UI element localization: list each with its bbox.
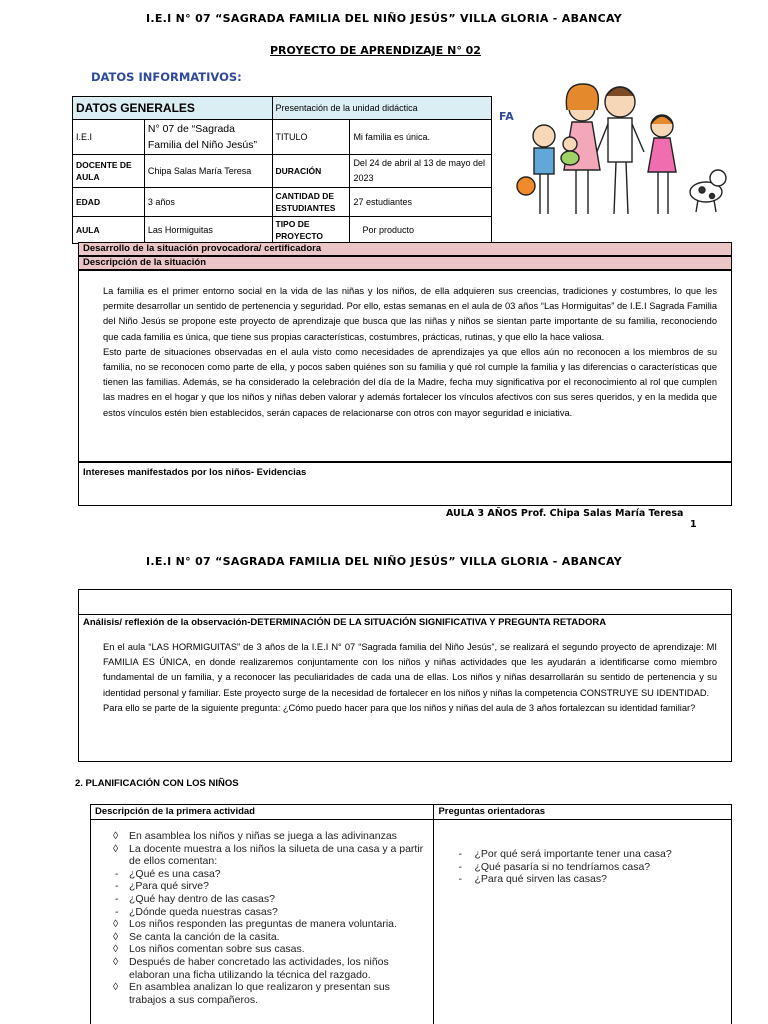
activity-item-text: En asamblea los niños y niñas se juega a las adivinanzas bbox=[129, 830, 397, 842]
activity-item bbox=[91, 906, 433, 919]
row-label: TITULO bbox=[272, 120, 350, 155]
school-title-page-2: I.E.I N° 07 “SAGRADA FAMILIA DEL NIÑO JESÚS” VILLA GLORIA - ABANCAY bbox=[145, 555, 623, 568]
family-illustration bbox=[512, 74, 736, 234]
questions-list bbox=[434, 830, 731, 886]
table-row bbox=[73, 155, 492, 188]
page-number: 1 bbox=[690, 519, 697, 530]
dash-bullet: - bbox=[458, 873, 462, 886]
intereses-box bbox=[78, 462, 732, 506]
datos-generales-table bbox=[72, 96, 492, 244]
row-value: Mi familia es única. bbox=[350, 120, 492, 155]
column-header-preguntas: Preguntas orientadoras bbox=[434, 805, 732, 820]
planificacion-table bbox=[90, 804, 732, 1024]
table-row bbox=[73, 97, 492, 120]
descripcion-box bbox=[78, 270, 732, 462]
datos-generales-subtitle: Presentación de la unidad didáctica bbox=[272, 97, 492, 120]
row-value: Del 24 de abril al 13 de mayo del 2023 bbox=[350, 155, 492, 188]
table-row bbox=[73, 120, 492, 155]
activity-item-text: ¿Para qué sirve? bbox=[129, 880, 209, 893]
fa-fragment-text: FA bbox=[499, 110, 514, 123]
activities-cell bbox=[91, 820, 434, 1024]
table-row bbox=[73, 188, 492, 217]
activity-item-text: Se canta la canción de la casita. bbox=[129, 930, 280, 943]
datos-generales-title: DATOS GENERALES bbox=[73, 97, 273, 120]
dash-bullet: - bbox=[115, 892, 119, 905]
table-header-row bbox=[91, 805, 732, 820]
activity-item bbox=[91, 830, 433, 843]
diamond-bullet-icon: ◊ bbox=[113, 842, 119, 855]
row-label: DOCENTE DE AULA bbox=[73, 155, 145, 188]
project-title: PROYECTO DE APRENDIZAJE N° 02 bbox=[270, 44, 481, 57]
row-label: AULA bbox=[73, 217, 145, 244]
activity-item bbox=[91, 981, 433, 1006]
question-item-text: ¿Para qué sirven las casas? bbox=[474, 873, 607, 886]
activity-item bbox=[91, 918, 433, 931]
analisis-box bbox=[78, 614, 732, 762]
activity-item-text: ¿Qué hay dentro de las casas? bbox=[129, 892, 275, 905]
activity-item bbox=[91, 880, 433, 893]
diamond-bullet-icon: ◊ bbox=[113, 930, 119, 943]
question-item bbox=[434, 848, 731, 861]
activity-item-text: Los niños comentan sobre sus casas. bbox=[129, 943, 305, 956]
row-label: TIPO DE PROYECTO bbox=[272, 217, 350, 244]
row-label: EDAD bbox=[73, 188, 145, 217]
page-footer: AULA 3 AÑOS Prof. Chipa Salas María Teresa bbox=[446, 508, 684, 519]
question-item-text: ¿Por qué será importante tener una casa? bbox=[474, 848, 672, 860]
column-header-actividad: Descripción de la primera actividad bbox=[91, 805, 434, 820]
empty-box bbox=[78, 589, 732, 615]
dash-bullet: - bbox=[115, 905, 119, 918]
activity-item-text: ¿Dónde queda nuestras casas? bbox=[129, 905, 278, 918]
diamond-bullet-icon: ◊ bbox=[113, 830, 119, 842]
analisis-title: Análisis/ reflexión de la observación-DETERMINACIÓN DE LA SITUACIÓN SIGNIFICATIVA Y PREGUNTA RETADORA bbox=[83, 617, 607, 628]
activity-item bbox=[91, 893, 433, 906]
diamond-bullet-icon: ◊ bbox=[113, 918, 119, 931]
descripcion-paragraph-1: La familia es el primer entorno social en la vida de las niñas y los niños, de ella adquieren sus creencias, tradiciones y costumbres, lo que les permite desarrollar un sentido de pertenencia y seguridad. Por ello, estas semanas en el aula de 03 años “Las Hormiguitas” de I.E.I Sagrada Familia del Niño Jesús se propone este proyecto de aprendizaje que busca que las niñas y niños se sientan parte importante de su familia, reconociendo que cada familia es única, que tiene sus propias características, costumbres, prácticas, rutinas, y que ello la hace valiosa. bbox=[103, 286, 717, 342]
question-item-text: ¿Qué pasaría si no tendríamos casa? bbox=[474, 860, 651, 873]
table-row bbox=[91, 820, 732, 1024]
school-title: I.E.I N° 07 “SAGRADA FAMILIA DEL NIÑO JESÚS” VILLA GLORIA - ABANCAY bbox=[145, 12, 623, 25]
row-value: 3 años bbox=[144, 188, 272, 217]
dash-bullet: - bbox=[458, 848, 462, 860]
datos-informativos-heading: DATOS INFORMATIVOS: bbox=[91, 70, 242, 84]
dash-bullet: - bbox=[115, 880, 119, 893]
activity-item-text: ¿Qué es una casa? bbox=[129, 867, 221, 880]
activities-list bbox=[91, 830, 433, 1006]
analisis-paragraph-1: En el aula “LAS HORMIGUITAS” de 3 años de la I.E.I N° 07 “Sagrada familia del Niño Jesús”, se realizará el segundo proyecto de aprendizaje: MI FAMILIA ES ÚNICA, en donde realizaremos conjuntamente con los niños y niñas actividades que les ayudarán a identificarse como miembro fundamental de un familia, y a reconocer las peculiaridades de cada una de ellas. Los niños y niñas desarrollarán su sentido de pertenencia y su identidad personal y familiar. Este proyecto surge de la necesidad de fortalecer en los niños y niñas la competencia CONSTRUYE SU IDENTIDAD. bbox=[103, 642, 717, 698]
row-value: Las Hormiguitas bbox=[144, 217, 272, 244]
row-label: CANTIDAD DE ESTUDIANTES bbox=[272, 188, 350, 217]
row-label: DURACIÓN bbox=[272, 155, 350, 188]
row-value: 27 estudiantes bbox=[350, 188, 492, 217]
intereses-label: Intereses manifestados por los niños- Evidencias bbox=[83, 467, 307, 478]
activity-item-text: En asamblea analizan lo que realizaron y presentan sus trabajos a sus compañeros. bbox=[129, 981, 390, 1006]
diamond-bullet-icon: ◊ bbox=[113, 943, 119, 956]
activity-item-text: Los niños responden las preguntas de manera voluntaria. bbox=[129, 918, 397, 931]
question-item bbox=[434, 861, 731, 874]
planificacion-heading: 2. PLANIFICACIÓN CON LOS NIÑOS bbox=[75, 778, 239, 789]
analisis-paragraph-2: Para ello se parte de la siguiente pregunta: ¿Cómo puedo hacer para que los niños y niñas del aula de 3 años fortalezcan su identidad familiar? bbox=[103, 702, 696, 713]
activity-item bbox=[91, 843, 433, 868]
activity-item-text: Después de haber concretado las actividades, los niños elaboran una ficha utilizando la técnica del razgado. bbox=[129, 955, 389, 981]
row-value: N° 07 de “Sagrada Familia del Niño Jesús” bbox=[144, 120, 272, 155]
question-item bbox=[434, 873, 731, 886]
row-label: I.E.I bbox=[73, 120, 145, 155]
activity-item-text: La docente muestra a los niños la silueta de una casa y a partir de ellos comentan: bbox=[129, 842, 424, 868]
dash-bullet: - bbox=[458, 860, 462, 873]
section-bar-descripcion: Descripción de la situación bbox=[78, 256, 732, 270]
questions-cell bbox=[434, 820, 732, 1024]
table-row bbox=[73, 217, 492, 244]
descripcion-paragraph-2: Esto parte de situaciones observadas en el aula visto como necesidades de aprendizajes ya que ellos aún no reconocen a los miembros de su familia, no se reconocen como parte de ella, y pocos saben quiénes son su familia y qué rol cumple la familia y las diferencias o características que tienen las familias. Además, se ha considerado la celebración del día de la Madre, fecha muy significativa por el reconocimiento al rol que cumplen las madres en el hogar y que los niños y niñas deben valorar y además fortalecer los vínculos afectivos con sus seres queridos, y en la medida que estos vínculos estén bien establecidos, serán capaces de relacionarse con otros con mayor seguridad e iniciativa. bbox=[103, 346, 717, 418]
diamond-bullet-icon: ◊ bbox=[113, 981, 119, 994]
activity-item bbox=[91, 956, 433, 981]
section-bar-desarrollo: Desarrollo de la situación provocadora/ certificadora bbox=[78, 242, 732, 256]
row-value: Chipa Salas María Teresa bbox=[144, 155, 272, 188]
activity-item bbox=[91, 931, 433, 944]
dash-bullet: - bbox=[115, 867, 119, 880]
activity-item bbox=[91, 868, 433, 881]
diamond-bullet-icon: ◊ bbox=[113, 955, 119, 968]
row-value: Por producto bbox=[350, 217, 492, 244]
activity-item bbox=[91, 943, 433, 956]
